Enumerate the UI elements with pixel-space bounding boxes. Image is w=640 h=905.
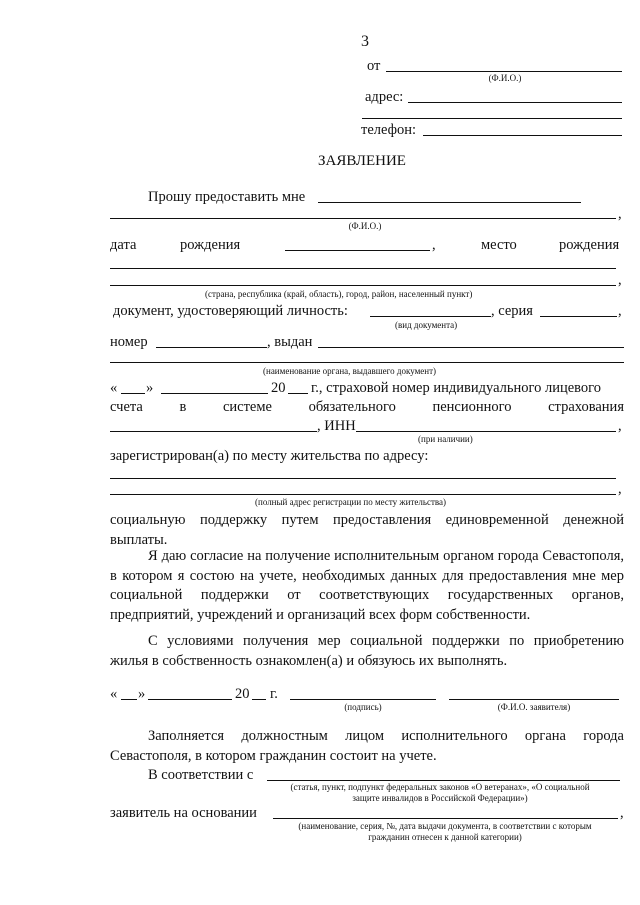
reg-address-caption: (полный адрес регистрации по месту жительства) [255, 497, 447, 507]
date-open-quote: « [110, 380, 118, 396]
account-word: пенсионного [432, 399, 512, 415]
number-label: номер [110, 334, 148, 350]
sign-close-quote: » [138, 686, 146, 702]
paragraph-official: Заполняется должностным лицом исполнительного органа города Севастополя, в котором гражданин состоит на учете. [110, 728, 624, 764]
comma: , [618, 303, 622, 319]
comma: , [618, 481, 622, 497]
account-word: обязательного [308, 399, 396, 415]
signature-line[interactable] [290, 699, 436, 700]
fio-caption: (Ф.И.О.) [348, 221, 382, 231]
insurance-number-line[interactable] [110, 431, 317, 432]
address-line-2[interactable] [362, 118, 622, 119]
sign-year-prefix: 20 [235, 686, 250, 702]
issued-label: , выдан [267, 334, 313, 350]
comma: , [432, 237, 436, 253]
month-line[interactable] [161, 393, 268, 394]
basis-label: заявитель на основании [110, 805, 257, 821]
request-line-1[interactable] [318, 202, 581, 203]
birthplace-line-1[interactable] [110, 268, 616, 269]
reg-address-line-1[interactable] [110, 478, 616, 479]
account-word: системе [222, 399, 272, 415]
year-line[interactable] [288, 393, 308, 394]
account-word: страхования [548, 399, 624, 415]
date-close-quote: » [146, 380, 154, 396]
issued-line-2[interactable] [110, 362, 624, 363]
according-label: В соответствии с [148, 767, 254, 783]
from-label: от [367, 58, 381, 74]
address-label: адрес: [365, 89, 404, 105]
sign-day-line[interactable] [121, 699, 137, 700]
reg-address-line-2[interactable] [110, 494, 616, 495]
paragraph-payment: социальную поддержку путем предоставления единовременной денежной выплаты. [110, 512, 624, 548]
inn-line[interactable] [356, 431, 616, 432]
insurance-text: г., страховой номер индивидуального лицевого [311, 380, 601, 396]
dob-word-2: рождения [180, 237, 241, 253]
law-caption-2: защите инвалидов в Российской Федерации») [352, 793, 528, 803]
series-line[interactable] [540, 316, 617, 317]
inn-label: , ИНН [317, 418, 356, 434]
sign-month-line[interactable] [148, 699, 232, 700]
comma: , [618, 418, 622, 434]
doc-label: документ, удостоверяющий личность: [113, 303, 348, 319]
account-word: счета [110, 399, 143, 415]
dob-word-1: дата [110, 237, 137, 253]
basis-caption-2: гражданин отнесен к данной категории) [368, 832, 522, 842]
document-title: ЗАЯВЛЕНИЕ [318, 153, 406, 169]
applicant-caption: (Ф.И.О. заявителя) [497, 702, 571, 712]
phone-label: телефон: [361, 122, 417, 138]
applicant-name-line[interactable] [449, 699, 619, 700]
comma: , [618, 272, 622, 288]
paragraph-consent: Я даю согласие на получение исполнительным органом города Севастополя, в котором я состою на учете, необходимых данных для предоставления мне мер социальной поддержки от соответствующих государственных органов, предприятий, учреждений и организаций всех форм собственности. [110, 548, 624, 623]
birthplace-caption: (страна, республика (край, область), город, район, населенный пункт) [205, 289, 473, 299]
sign-open-quote: « [110, 686, 118, 702]
pob-word-2: рождения [559, 237, 620, 253]
series-label: , серия [491, 303, 533, 319]
inn-caption: (при наличии) [418, 434, 473, 444]
number-line[interactable] [156, 347, 267, 348]
registered-label: зарегистрирован(а) по месту жительства по адресу: [110, 448, 429, 464]
comma: , [620, 805, 624, 821]
pob-word-1: место [481, 237, 517, 253]
paragraph-conditions: С условиями получения мер социальной поддержки по приобретению жилья в собственность ознакомлен(а) и обязуюсь их выполнять. [110, 633, 624, 669]
basis-caption-1: (наименование, серия, №, дата выдачи документа, в соответствии с которым [298, 821, 592, 831]
sign-year-line[interactable] [252, 699, 266, 700]
from-fio-line[interactable] [386, 71, 622, 72]
law-caption-1: (статья, пункт, подпункт федеральных законов «О ветеранах», «О социальной [290, 782, 590, 792]
account-word: в [179, 399, 187, 415]
issued-line-1[interactable] [318, 347, 624, 348]
dob-line[interactable] [285, 250, 430, 251]
request-line-2[interactable] [110, 218, 616, 219]
address-line-1[interactable] [408, 102, 622, 103]
request-label: Прошу предоставить мне [148, 189, 306, 205]
year-prefix: 20 [271, 380, 286, 396]
signature-caption: (подпись) [344, 702, 382, 712]
basis-line[interactable] [273, 818, 618, 819]
doc-type-line[interactable] [370, 316, 491, 317]
issuer-caption: (наименование органа, выдавшего документ) [263, 366, 437, 376]
birthplace-line-2[interactable] [110, 285, 616, 286]
phone-line[interactable] [423, 135, 622, 136]
doc-type-caption: (вид документа) [395, 320, 458, 330]
from-fio-caption: (Ф.И.О.) [488, 73, 522, 83]
comma: , [618, 206, 622, 222]
according-line[interactable] [267, 780, 620, 781]
account-line [110, 398, 624, 416]
day-line[interactable] [121, 393, 145, 394]
sign-year-suffix: г. [270, 686, 278, 702]
page-number: 3 [361, 33, 369, 50]
